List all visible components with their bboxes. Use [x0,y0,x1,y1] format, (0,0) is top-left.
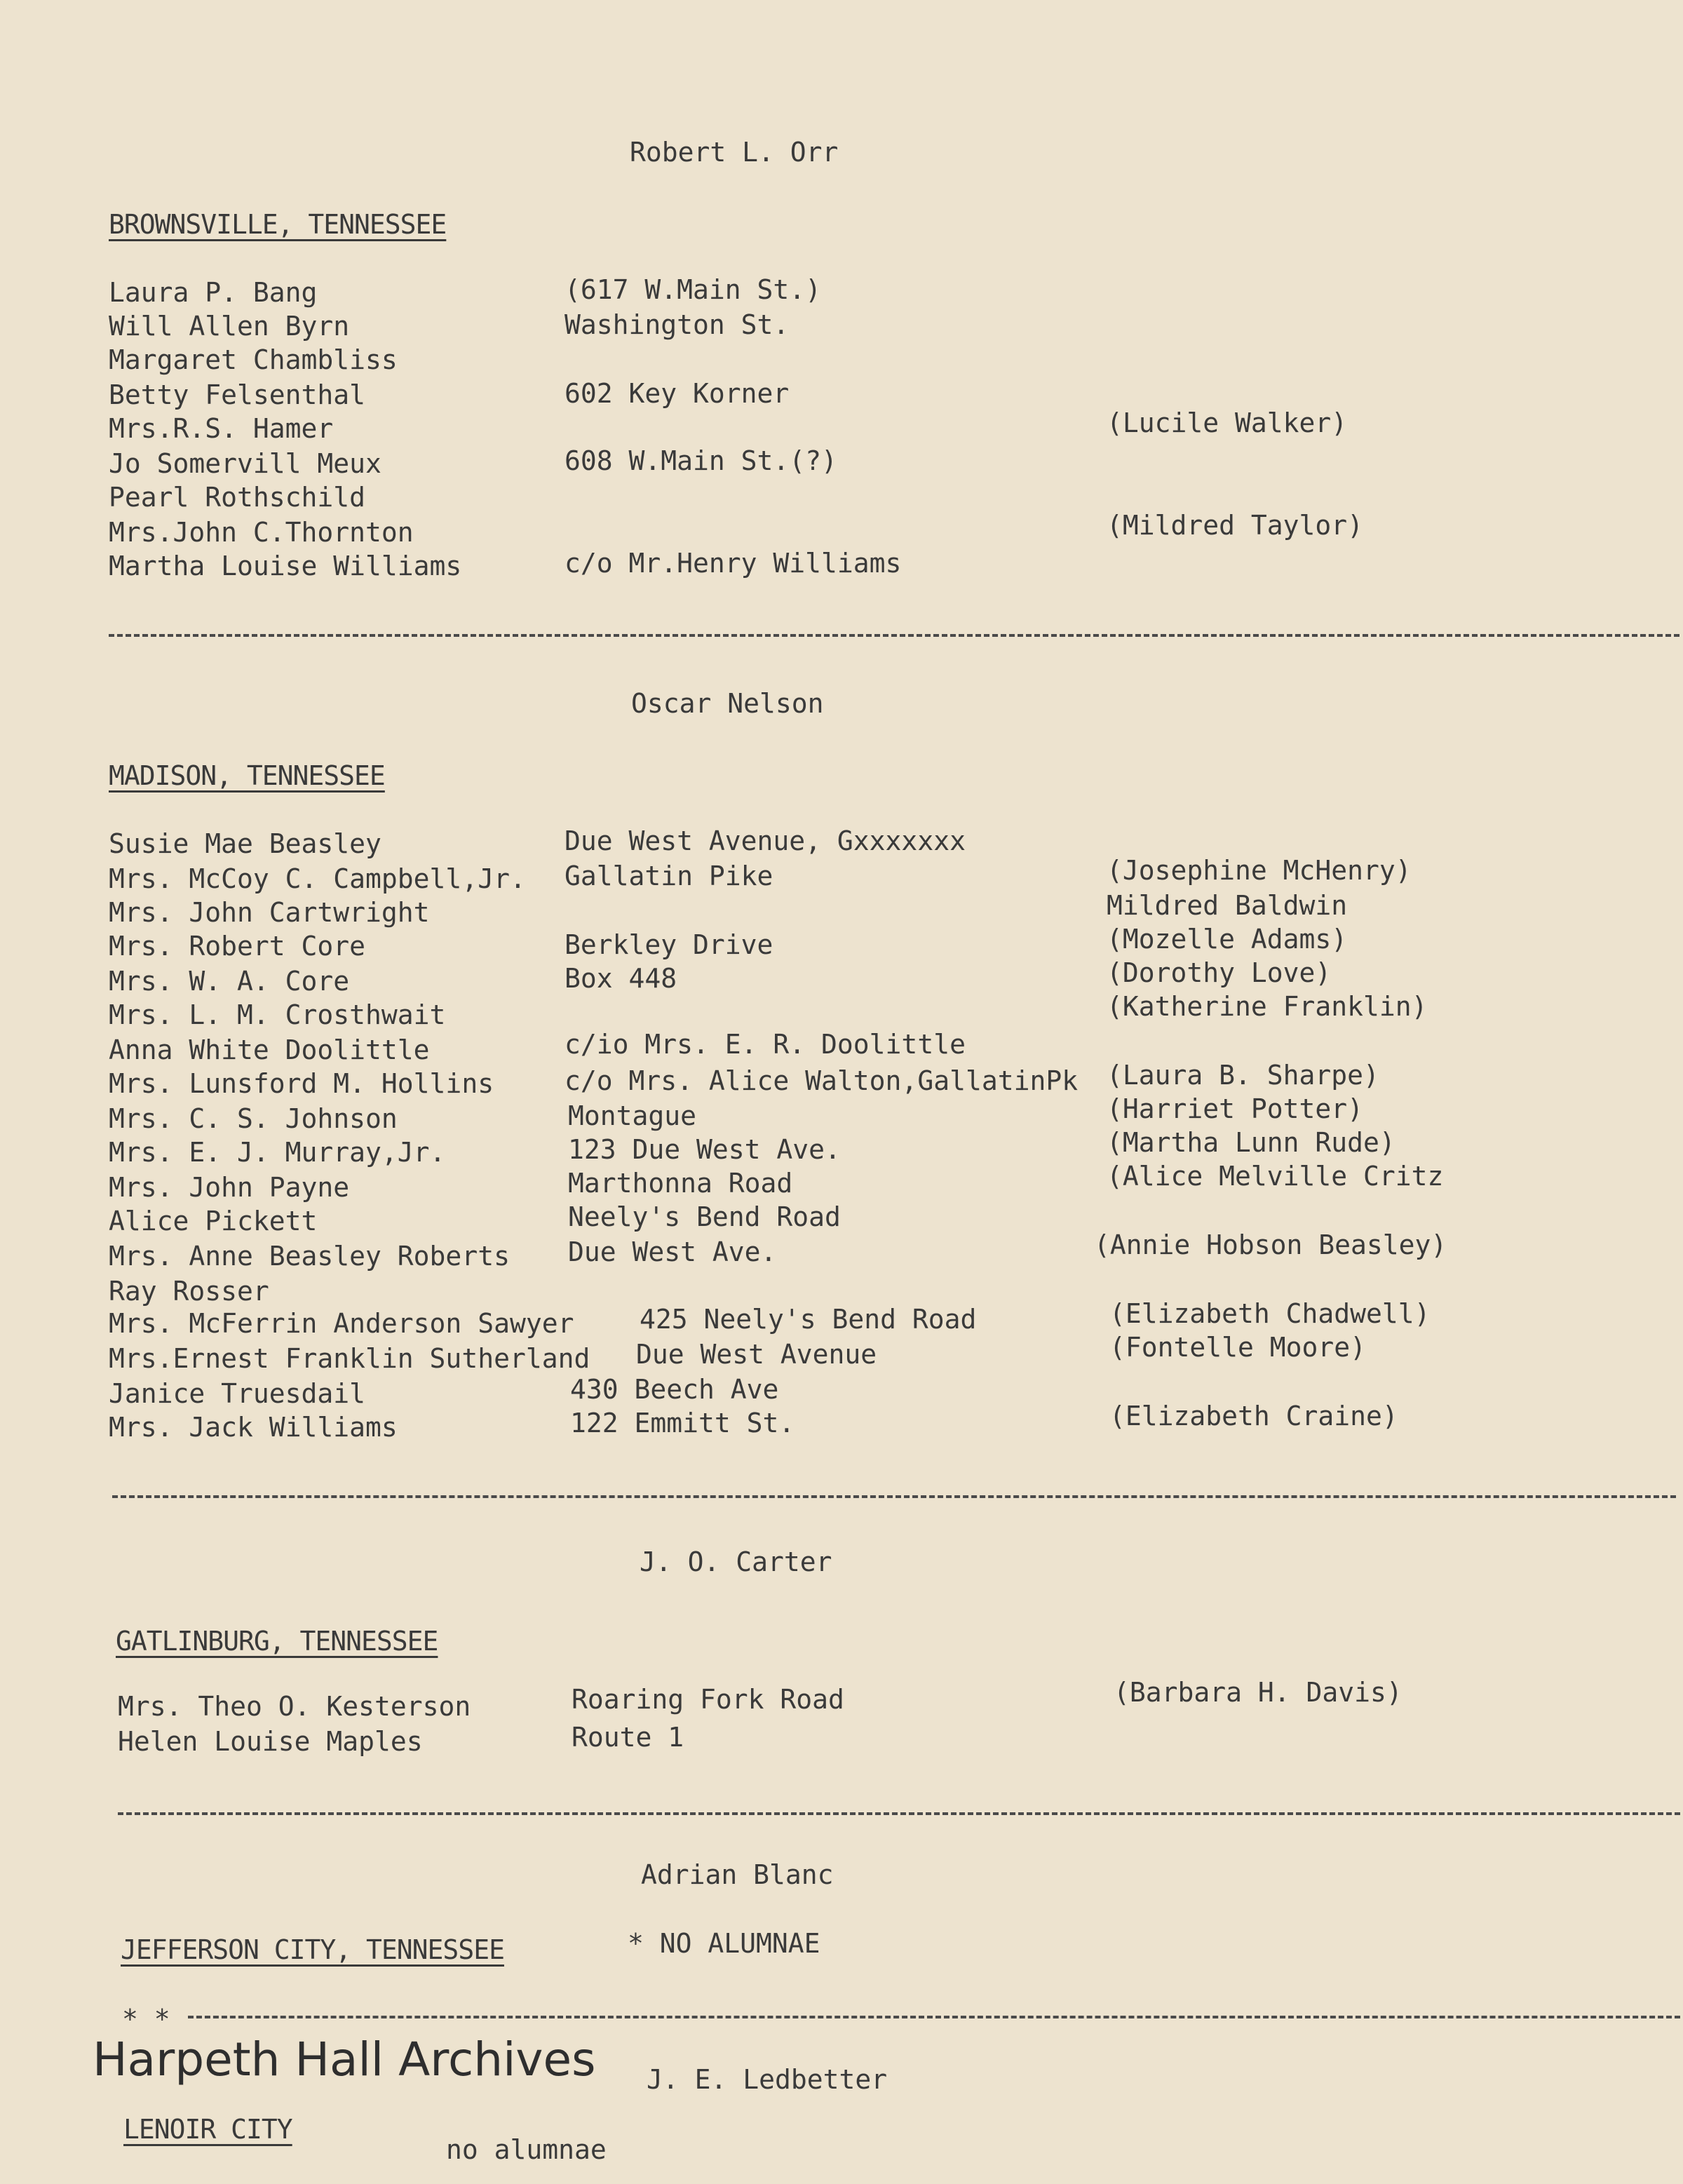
entry-maiden-name: (Laura B. Sharpe) [1107,1060,1379,1091]
entry-name: Pearl Rothschild [109,482,366,513]
contact-name: Oscar Nelson [631,688,824,719]
no-alumnae-note: * NO ALUMNAE [628,1928,820,1959]
entry-address: c/o Mrs. Alice Walton,GallatinPk [565,1065,1079,1096]
entry-maiden-name: (Annie Hobson Beasley) [1094,1229,1447,1260]
entry-address: Montague [568,1100,697,1131]
entry-address: c/o Mr.Henry Williams [565,548,902,579]
city-heading: LENOIR CITY [123,2114,292,2145]
section-divider [112,1495,1676,1498]
city-heading: JEFFERSON CITY, TENNESSEE [121,1934,504,1965]
contact-name: Robert L. Orr [630,137,839,168]
entry-maiden-name: (Lucile Walker) [1107,407,1348,438]
entry-address: Box 448 [565,963,677,994]
section-divider [118,1812,1680,1815]
contact-name: J. O. Carter [640,1546,832,1577]
entry-name: Mrs. Robert Core [109,931,366,962]
entry-maiden-name: (Mozelle Adams) [1107,924,1348,955]
entry-name: Mrs. McCoy C. Campbell,Jr. [109,863,526,894]
entry-address: Due West Avenue, Gxxxxxxx [565,825,966,856]
contact-name: J. E. Ledbetter [647,2064,888,2095]
entry-address: Route 1 [572,1722,684,1753]
entry-maiden-name: Mildred Baldwin [1107,890,1348,921]
entry-address: Neely's Bend Road [568,1201,841,1232]
entry-name: Anna White Doolittle [109,1034,430,1065]
entry-name: Laura P. Bang [109,277,318,308]
entry-maiden-name: (Elizabeth Chadwell) [1109,1298,1431,1329]
entry-maiden-name: (Alice Melville Critz [1107,1161,1444,1192]
entry-address: 123 Due West Ave. [568,1134,841,1165]
entry-name: Susie Mae Beasley [109,828,381,859]
section-divider [188,2016,1680,2018]
entry-maiden-name: (Katherine Franklin) [1107,991,1428,1022]
entry-maiden-name: (Elizabeth Craine) [1109,1401,1398,1431]
entry-name: Margaret Chambliss [109,344,398,375]
entry-name: Mrs. Jack Williams [109,1412,398,1443]
entry-address: 430 Beech Ave [570,1374,779,1405]
entry-address: Washington St. [565,309,790,340]
entry-address: 608 W.Main St.(?) [565,445,837,476]
city-heading: BROWNSVILLE, TENNESSEE [109,209,447,240]
entry-name: Mrs.R.S. Hamer [109,413,334,444]
entry-name: Janice Truesdail [109,1378,366,1409]
entry-name: Mrs. John Cartwright [109,897,430,928]
entry-address: 602 Key Korner [565,378,790,409]
entry-name: Mrs. C. S. Johnson [109,1103,398,1134]
entry-maiden-name: (Harriet Potter) [1107,1093,1364,1124]
entry-name: Mrs. Lunsford M. Hollins [109,1068,494,1099]
entry-maiden-name: (Dorothy Love) [1107,957,1332,988]
entry-name: Mrs. Anne Beasley Roberts [109,1241,510,1272]
entry-address: Roaring Fork Road [572,1684,844,1715]
entry-name: Mrs. W. A. Core [109,966,350,997]
entry-name: Mrs. L. M. Crosthwait [109,999,446,1030]
entry-name: Alice Pickett [109,1206,318,1236]
entry-address: Due West Avenue [636,1339,877,1370]
entry-address: Marthonna Road [568,1168,793,1199]
entry-address: c/io Mrs. E. R. Doolittle [565,1029,966,1060]
entry-address: 122 Emmitt St. [570,1408,795,1438]
entry-name: Helen Louise Maples [118,1726,423,1757]
entry-maiden-name: (Barbara H. Davis) [1114,1677,1402,1708]
entry-name: Ray Rosser [109,1276,269,1307]
entry-name: Mrs.John C.Thornton [109,517,414,548]
entry-address: 425 Neely's Bend Road [640,1304,977,1335]
contact-name: Adrian Blanc [641,1859,834,1890]
entry-address: Gallatin Pike [565,861,773,891]
entry-name: Jo Somervill Meux [109,448,381,479]
entry-address: Due West Ave. [568,1236,777,1267]
entry-maiden-name: (Fontelle Moore) [1109,1332,1367,1363]
entry-maiden-name: (Mildred Taylor) [1107,510,1364,541]
entry-name: Mrs.Ernest Franklin Sutherland [109,1343,590,1374]
entry-name: Mrs. E. J. Murray,Jr. [109,1137,446,1168]
typed-marks: * * [122,2004,170,2035]
city-heading: MADISON, TENNESSEE [109,760,385,791]
archive-watermark: Harpeth Hall Archives [93,2033,596,2087]
entry-name: Martha Louise Williams [109,551,462,581]
entry-name: Mrs. McFerrin Anderson Sawyer [109,1308,574,1339]
entry-name: Will Allen Byrn [109,311,350,342]
entry-name: Mrs. John Payne [109,1172,350,1203]
city-heading: GATLINBURG, TENNESSEE [116,1626,438,1657]
entry-maiden-name: (Martha Lunn Rude) [1107,1127,1395,1158]
entry-name: Betty Felsenthal [109,379,366,410]
entry-address: Berkley Drive [565,929,773,960]
entry-name: Mrs. Theo O. Kesterson [118,1691,471,1722]
section-divider [109,634,1679,637]
no-alumnae-note: no alumnae [446,2134,607,2165]
entry-address: (617 W.Main St.) [565,274,822,305]
entry-maiden-name: (Josephine McHenry) [1107,855,1412,886]
